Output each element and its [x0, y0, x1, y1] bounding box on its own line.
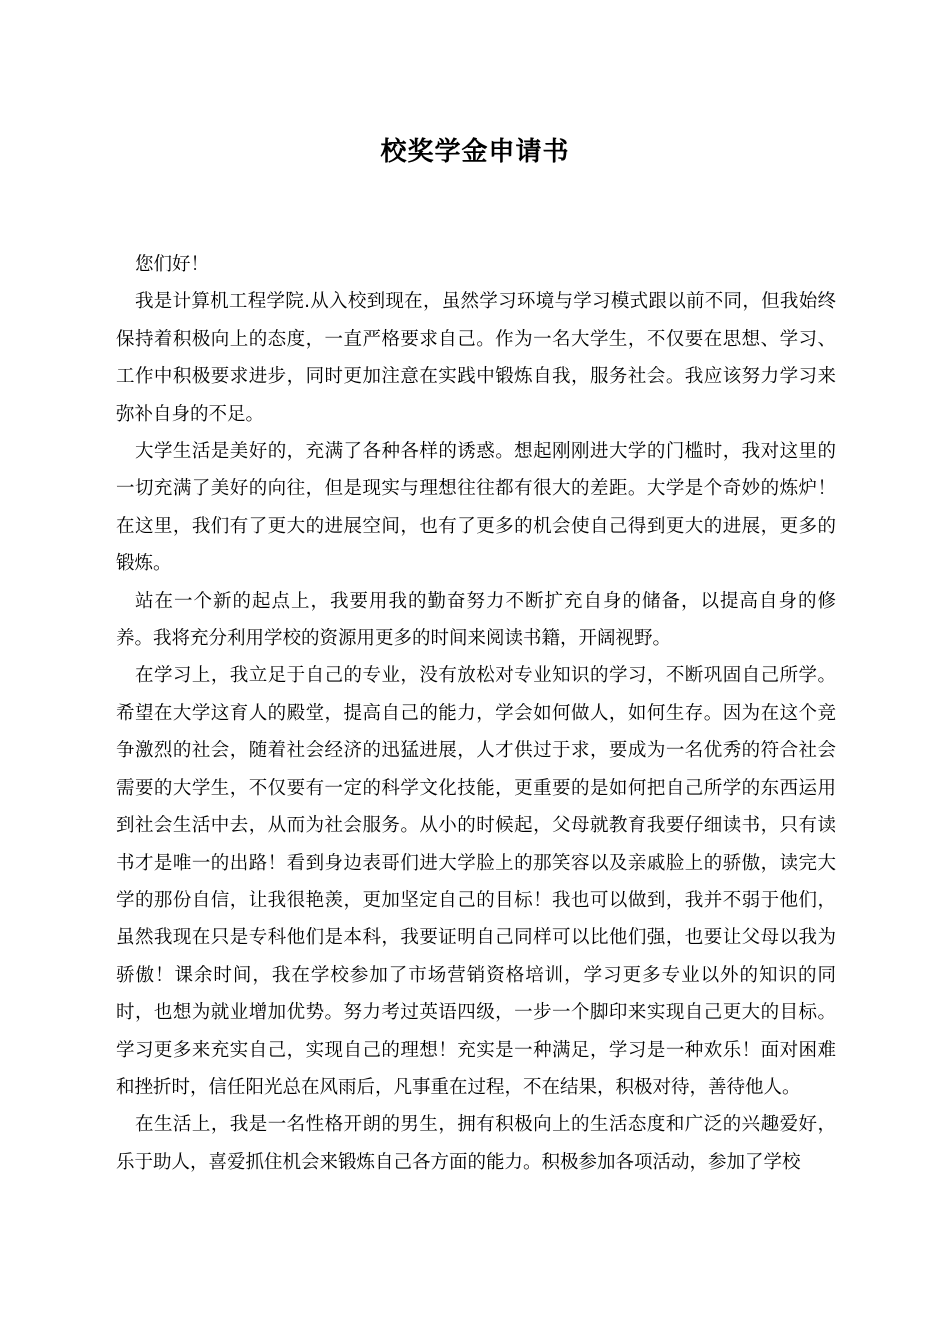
greeting-paragraph: 您们好！ — [135, 254, 210, 275]
document-title: 校奖学金申请书 — [380, 137, 570, 167]
document-body — [116, 246, 836, 1181]
body-paragraph: 在生活上，我是一名性格开朗的男生，拥有积极向上的生活态度和广泛的兴趣爱好，乐于助人，喜爱抓住机会来锻炼自己各方面的能力。积极参加各项活动，参加了学校 — [116, 1114, 836, 1173]
body-paragraph: 我是计算机工程学院.从入校到现在，虽然学习环境与学习模式跟以前不同，但我始终保持着积极向上的态度，一直严格要求自己。作为一名大学生，不仅要在思想、学习、工作中积极要求进步，同时更加注意在实践中锻炼自我，服务社会。我应该努力学习来弥补自身的不足。 — [116, 291, 836, 425]
body-paragraph: 大学生活是美好的，充满了各种各样的诱惑。想起刚刚进大学的门槛时，我对这里的一切充满了美好的向往，但是现实与理想往往都有很大的差距。大学是个奇妙的炼炉！在这里，我们有了更大的进展空间，也有了更多的机会使自己得到更大的进展，更多的锻炼。 — [116, 441, 836, 575]
body-paragraph: 站在一个新的起点上，我要用我的勤奋努力不断扩充自身的储备，以提高自身的修养。我将充分利用学校的资源用更多的时间来阅读书籍，开阔视野。 — [116, 590, 836, 650]
body-paragraph: 在学习上，我立足于自己的专业，没有放松对专业知识的学习，不断巩固自己所学。希望在大学这育人的殿堂，提高自己的能力，学会如何做人，如何生存。因为在这个竞争激烈的社会，随着社会经济的迅猛进展，人才供过于求，要成为一名优秀的符合社会需要的大学生，不仅要有一定的科学文化技能，更重要的是如何把自己所学的东西运用到社会生活中去，从而为社会服务。从小的时候起，父母就教育我要仔细读书，只有读书才是唯一的出路！看到身边表哥们进大学脸上的那笑容以及亲戚脸上的骄傲，读完大学的那份自信，让我很艳羡，更加坚定自己的目标！我也可以做到，我并不弱于他们，虽然我现在只是专科他们是本科，我要证明自己同样可以比他们强，也要让父母以我为骄傲！课余时间，我在学校参加了市场营销资格培训，学习更多专业以外的知识的同时，也想为就业增加优势。努力考过英语四级，一步一个脚印来实现自己更大的目标。学习更多来充实自己，实现自己的理想！充实是一种满足，学习是一种欢乐！面对困难和挫折时，信任阳光总在风雨后，凡事重在过程，不在结果，积极对待，善待他人。 — [116, 665, 836, 1098]
